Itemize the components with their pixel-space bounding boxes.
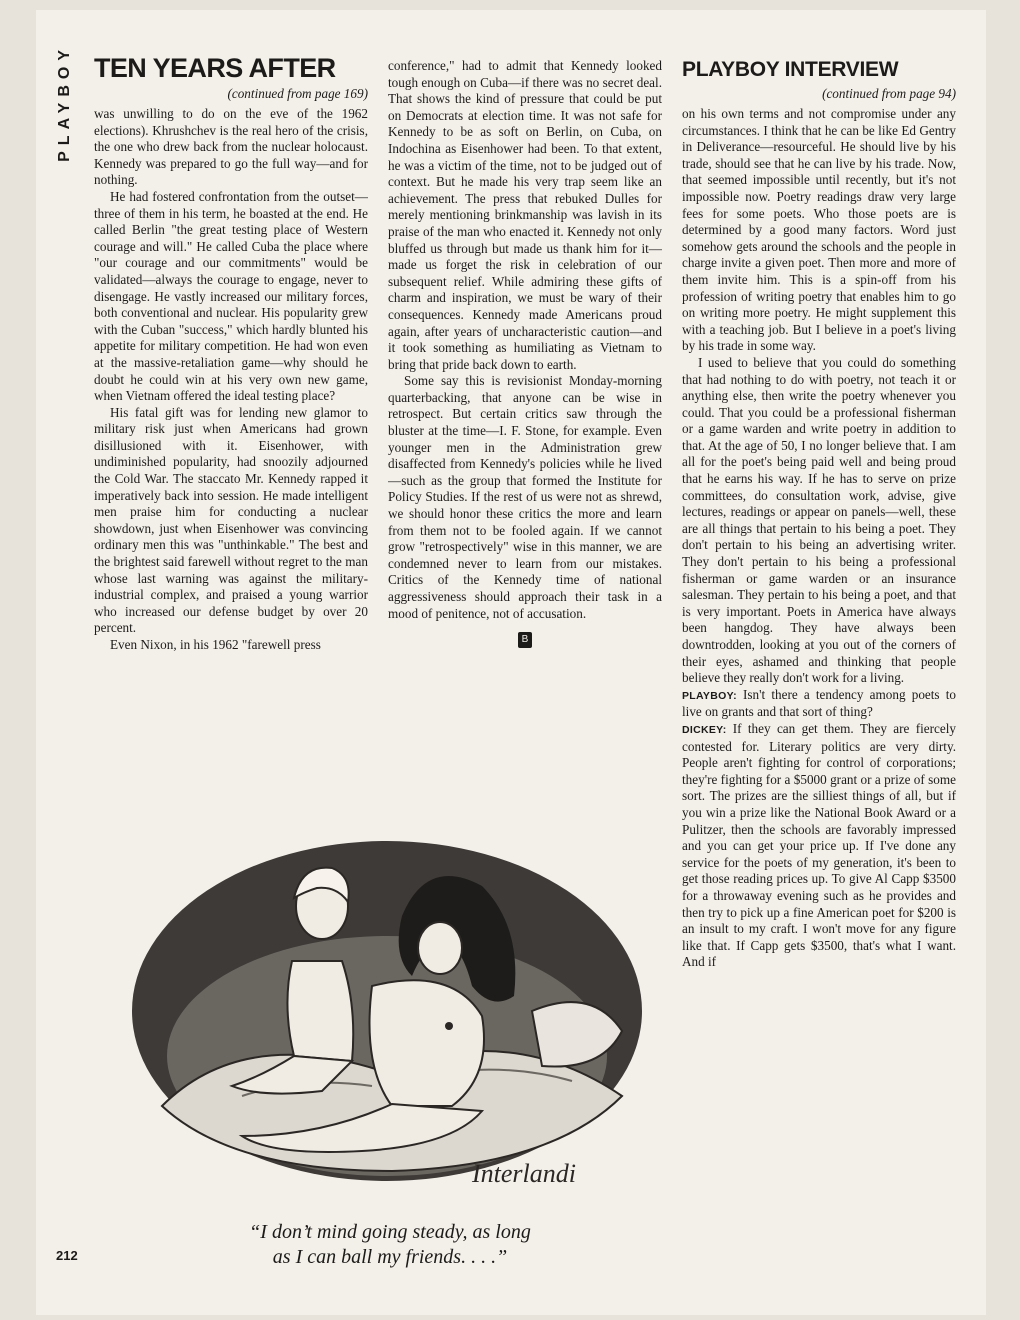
- paragraph-text: Isn't there a tendency among poets to live on grants and that sort of thing?: [682, 686, 956, 720]
- cartoon-man-body: [287, 961, 353, 1061]
- article1-continued: (continued from page 169): [227, 86, 368, 101]
- article1-col1-paragraph: was unwilling to do on the eve of the 1962 elections). Khrushchev is the real hero of the crisis, the one who drew back from the nuclear holocaust. Kennedy was prepared to go the full way—and for nothing.: [94, 106, 368, 188]
- cartoon-woman-body: [370, 980, 485, 1106]
- article1-title: TEN YEARS AFTER: [94, 53, 336, 83]
- cartoon-signature: Interlandi: [472, 1159, 576, 1188]
- article2-paragraph: [682, 106, 956, 355]
- cartoon-detail: [445, 1022, 453, 1030]
- article1-col2-body: [388, 58, 662, 622]
- paragraph-text: on his own terms and not compromise under any circumstances. I think that he can be like Ed Gentry in Deliverance—resourceful. He should live by his trade, should see that he can live by his trade. Now, that seemed impossible until recently, but it's not impossible now. Poetry readings draw very large fees for some poets. Who those poets are is determined by a good many factors. Word just somehow gets around the schools and the people in charge invite a given poet. Then more and more of them invite him. This is a spin-off from his profession of writing poetry that enables him to go on writing more poetry. He might supplement this with a teaching job. But I believe in a poet's living by his trade in some way.: [682, 106, 956, 354]
- paragraph-text: If they can get them. They are fiercely contested for. Literary politics are very dirty. People aren't fighting for control of corporations; they're fighting for a $5000 grant or a prize of some sort. The prizes are the silliest things of all, but if you win a prize like the National Book Award or a Pulitzer, then the schools are favorably impressed and you can get your price up. If I've done any service for the poets of my generation, it's been to get those reading prices up. To give Al Capp $3500 for a throwaway evening such as he provides and then try to pick up a fine American poet for $200 is an insult to my craft. I won't move for any figure like that. If Capp gets $3500, that's what I want. And if: [682, 720, 956, 970]
- article2-body: [682, 106, 956, 971]
- cartoon-woman-face: [418, 922, 462, 974]
- article2-paragraph: [682, 687, 956, 721]
- caption-line-1: “I don’t mind going steady, as long: [249, 1221, 531, 1243]
- article1-col1-body: [94, 106, 368, 654]
- article1-col1-paragraph: His fatal gift was for lending new glamor to military risk just when Americans had grown disillusioned with it. Eisenhower, with undiminished popularity, had snoozily adjourned the Cold War. The staccato Mr. Kennedy rapped it imperatively back into session. He made intelligent men praise him for conducting a nuclear showdown, just when Eisenhower was convincing ordinary men this was "unthinkable." The best and the brightest said farewell without regret to the man whose last warning was against the military-industrial complex, and praised a young warrior who increased our defense budget by over 20 percent.: [94, 404, 368, 636]
- article1-col1-paragraph: Even Nixon, in his 1962 "farewell press: [110, 637, 321, 652]
- caption-line-2: as I can ball my friends. . . .”: [272, 1246, 508, 1268]
- cartoon-caption: [180, 1220, 600, 1270]
- speaker-label: PLAYBOY:: [682, 689, 744, 702]
- article1-col2-paragraph: conference," had to admit that Kennedy looked tough enough on Cuba—if there was no secret deal. That shows the kind of pressure that could be put on Democrats at election time. It was not safe for Kennedy to be as soft on Berlin, on Cuba, on Indochina as Eisenhower had been. To that extent, he was a victim of the time, not to be judged out of context. But he made his very trap seem like an achievement. The press that rebuked Dulles for merely mentioning brinkmanship was lavish in its praise of the man who enacted it. Kennedy not only bluffed us through but made us thank him for it—made us forget the risk in celebration of our subsequent relief. While admiring these gifts of charm and inspiration, we must be wary of their consequences. Kennedy made Americans proud again, after years of uncharacteristic caution—and it took something as humiliating as Vietnam to bring that pride back down to earth.: [388, 58, 662, 372]
- cartoon-illustration: [122, 836, 652, 1206]
- speaker-label: DICKEY:: [682, 723, 733, 736]
- end-mark-icon: B: [518, 632, 532, 648]
- article1-column-1: [94, 52, 368, 812]
- article2-paragraph: [682, 355, 956, 687]
- paragraph-text: I used to believe that you could do something that had nothing to do with poetry, not teach it or anything else, then write the poetry whenever you could. That you could be a professional fisherman or a game warden and write poetry in addition to that. At the age of 50, I no longer believe that. I am all for the poet's being paid well and being proud that he earns his way. If he has to serve on prize committees, do consultation work, advise, give lectures, readings or appear on panels—well, these are all things that pertain to his being a poet. They don't pertain to his being an advertising writer. They don't pertain to his being a professional fisherman or game warden or an insurance salesman. They pertain to his being a poet, and that is very important. Poets in America have always been hangdog. They have always been downtrodden, looking at you out of the corners of their eyes, ashamed and thinking that people believe they really don't work for a living.: [682, 354, 956, 686]
- article2-title: PLAYBOY INTERVIEW: [682, 58, 899, 81]
- article1-col2-paragraph: Some say this is revisionist Monday-morning quarterbacking, that anyone can be wise in retrospect. But certain critics saw through the bluster at the time—I. F. Stone, for example. Even younger men in the Administration grew disaffected from Kennedy's policies while he lived—such as the group that formed the Institute for Policy Studies. If the rest of us were not as shrewd, we should honor these critics the more and learn from them not to be fooled again. If we cannot grow "retrospectively" wise in this manner, we are condemned never to learn from our mistakes. Critics of the Kennedy time of national aggressiveness should approach their task in a mood of penitence, not of accusation.: [388, 373, 662, 621]
- article1-column-2: [388, 58, 662, 793]
- page-number: 212: [56, 1248, 78, 1263]
- article2-continued: (continued from page 94): [822, 86, 956, 101]
- article2-paragraph: [682, 721, 956, 971]
- article1-col1-paragraph: He had fostered confrontation from the outset—three of them in his term, he boasted at the end. He called Berlin "the great testing place of Western courage and will." He called Cuba the place where "our courage and our commitments" would be validated—always the courage to engage, never to disengage. He vastly increased our military forces, both conventional and nuclear. His popularity grew with the Cuban "success," which hardly blunted his appetite for military competition. He had won even at the massive-retaliation game—why should he doubt he could win at his very own new game, when Vietnam offered the ideal testing place?: [94, 188, 368, 404]
- running-head: PLAYBOY: [56, 44, 73, 162]
- article2-column: [682, 56, 956, 1271]
